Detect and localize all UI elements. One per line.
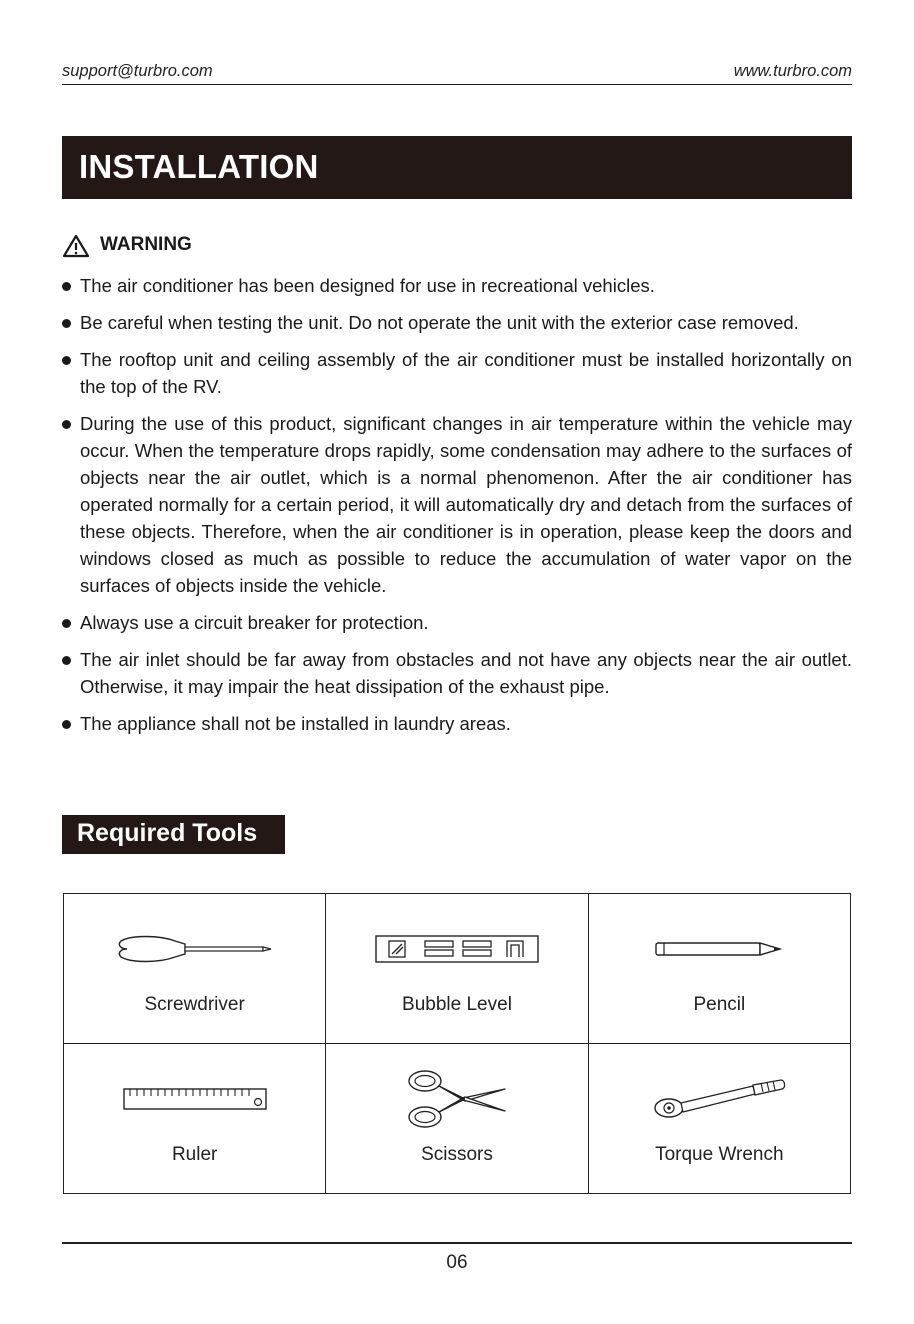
tool-cell-pencil — [588, 894, 850, 1044]
page-header — [62, 60, 852, 85]
required-tools-title: Required Tools — [77, 819, 258, 847]
support-email[interactable]: support@turbro.com — [62, 62, 213, 80]
tool-cell-torque-wrench — [588, 1044, 850, 1194]
tool-label: Ruler — [171, 1144, 218, 1165]
list-item: The air conditioner has been designed for use in recreational vehicles. — [62, 272, 852, 299]
page-title: INSTALLATION — [79, 148, 319, 185]
tool-label: Bubble Level — [402, 994, 512, 1015]
pencil-icon — [654, 939, 784, 959]
tool-cell-scissors — [326, 1044, 588, 1194]
warning-triangle-icon — [62, 234, 90, 258]
section-title-bar — [62, 136, 852, 199]
warning-label: WARNING — [100, 234, 192, 255]
tool-label: Screwdriver — [144, 994, 245, 1015]
list-item: During the use of this product, significant changes in air temperature within the vehicle may occur. When the temperature drops rapidly, some condensation may adhere to the surfaces of objects near the air outlet, which is a normal phenomenon. After the air conditioner has operated normally for a certain period, it will automatically dry and detach from the surfaces of these objects. Therefore, when the air conditioner is in operation, please keep the doors and windows closed as much as possible to reduce the accumulation of water vapor on the surfaces of objects inside the vehicle. — [62, 410, 852, 599]
warning-list — [62, 272, 852, 747]
page-number: 06 — [446, 1252, 468, 1273]
scissors-icon — [405, 1067, 509, 1131]
footer-divider — [62, 1242, 852, 1244]
required-tools-heading — [62, 815, 285, 854]
tool-cell-screwdriver — [64, 894, 326, 1044]
list-item: The air inlet should be far away from obstacles and not have any objects near the air outlet. Otherwise, it may impair the heat dissipation of the exhaust pipe. — [62, 646, 852, 700]
website-link[interactable]: www.turbro.com — [733, 62, 852, 80]
tool-label: Scissors — [421, 1144, 493, 1165]
torque-wrench-icon — [649, 1076, 789, 1122]
list-item: Always use a circuit breaker for protection. — [62, 609, 852, 636]
list-item: The rooftop unit and ceiling assembly of the air conditioner must be installed horizontally on the top of the RV. — [62, 346, 852, 400]
tool-cell-bubble-level — [326, 894, 588, 1044]
tool-cell-ruler — [64, 1044, 326, 1194]
list-item: The appliance shall not be installed in laundry areas. — [62, 710, 852, 737]
screwdriver-icon — [115, 931, 275, 967]
list-item: Be careful when testing the unit. Do not operate the unit with the exterior case removed. — [62, 309, 852, 336]
tools-table — [63, 893, 851, 1194]
ruler-icon — [122, 1085, 268, 1113]
bubble-level-icon — [375, 934, 539, 964]
tool-label: Pencil — [693, 994, 746, 1015]
tool-label: Torque Wrench — [655, 1144, 784, 1165]
